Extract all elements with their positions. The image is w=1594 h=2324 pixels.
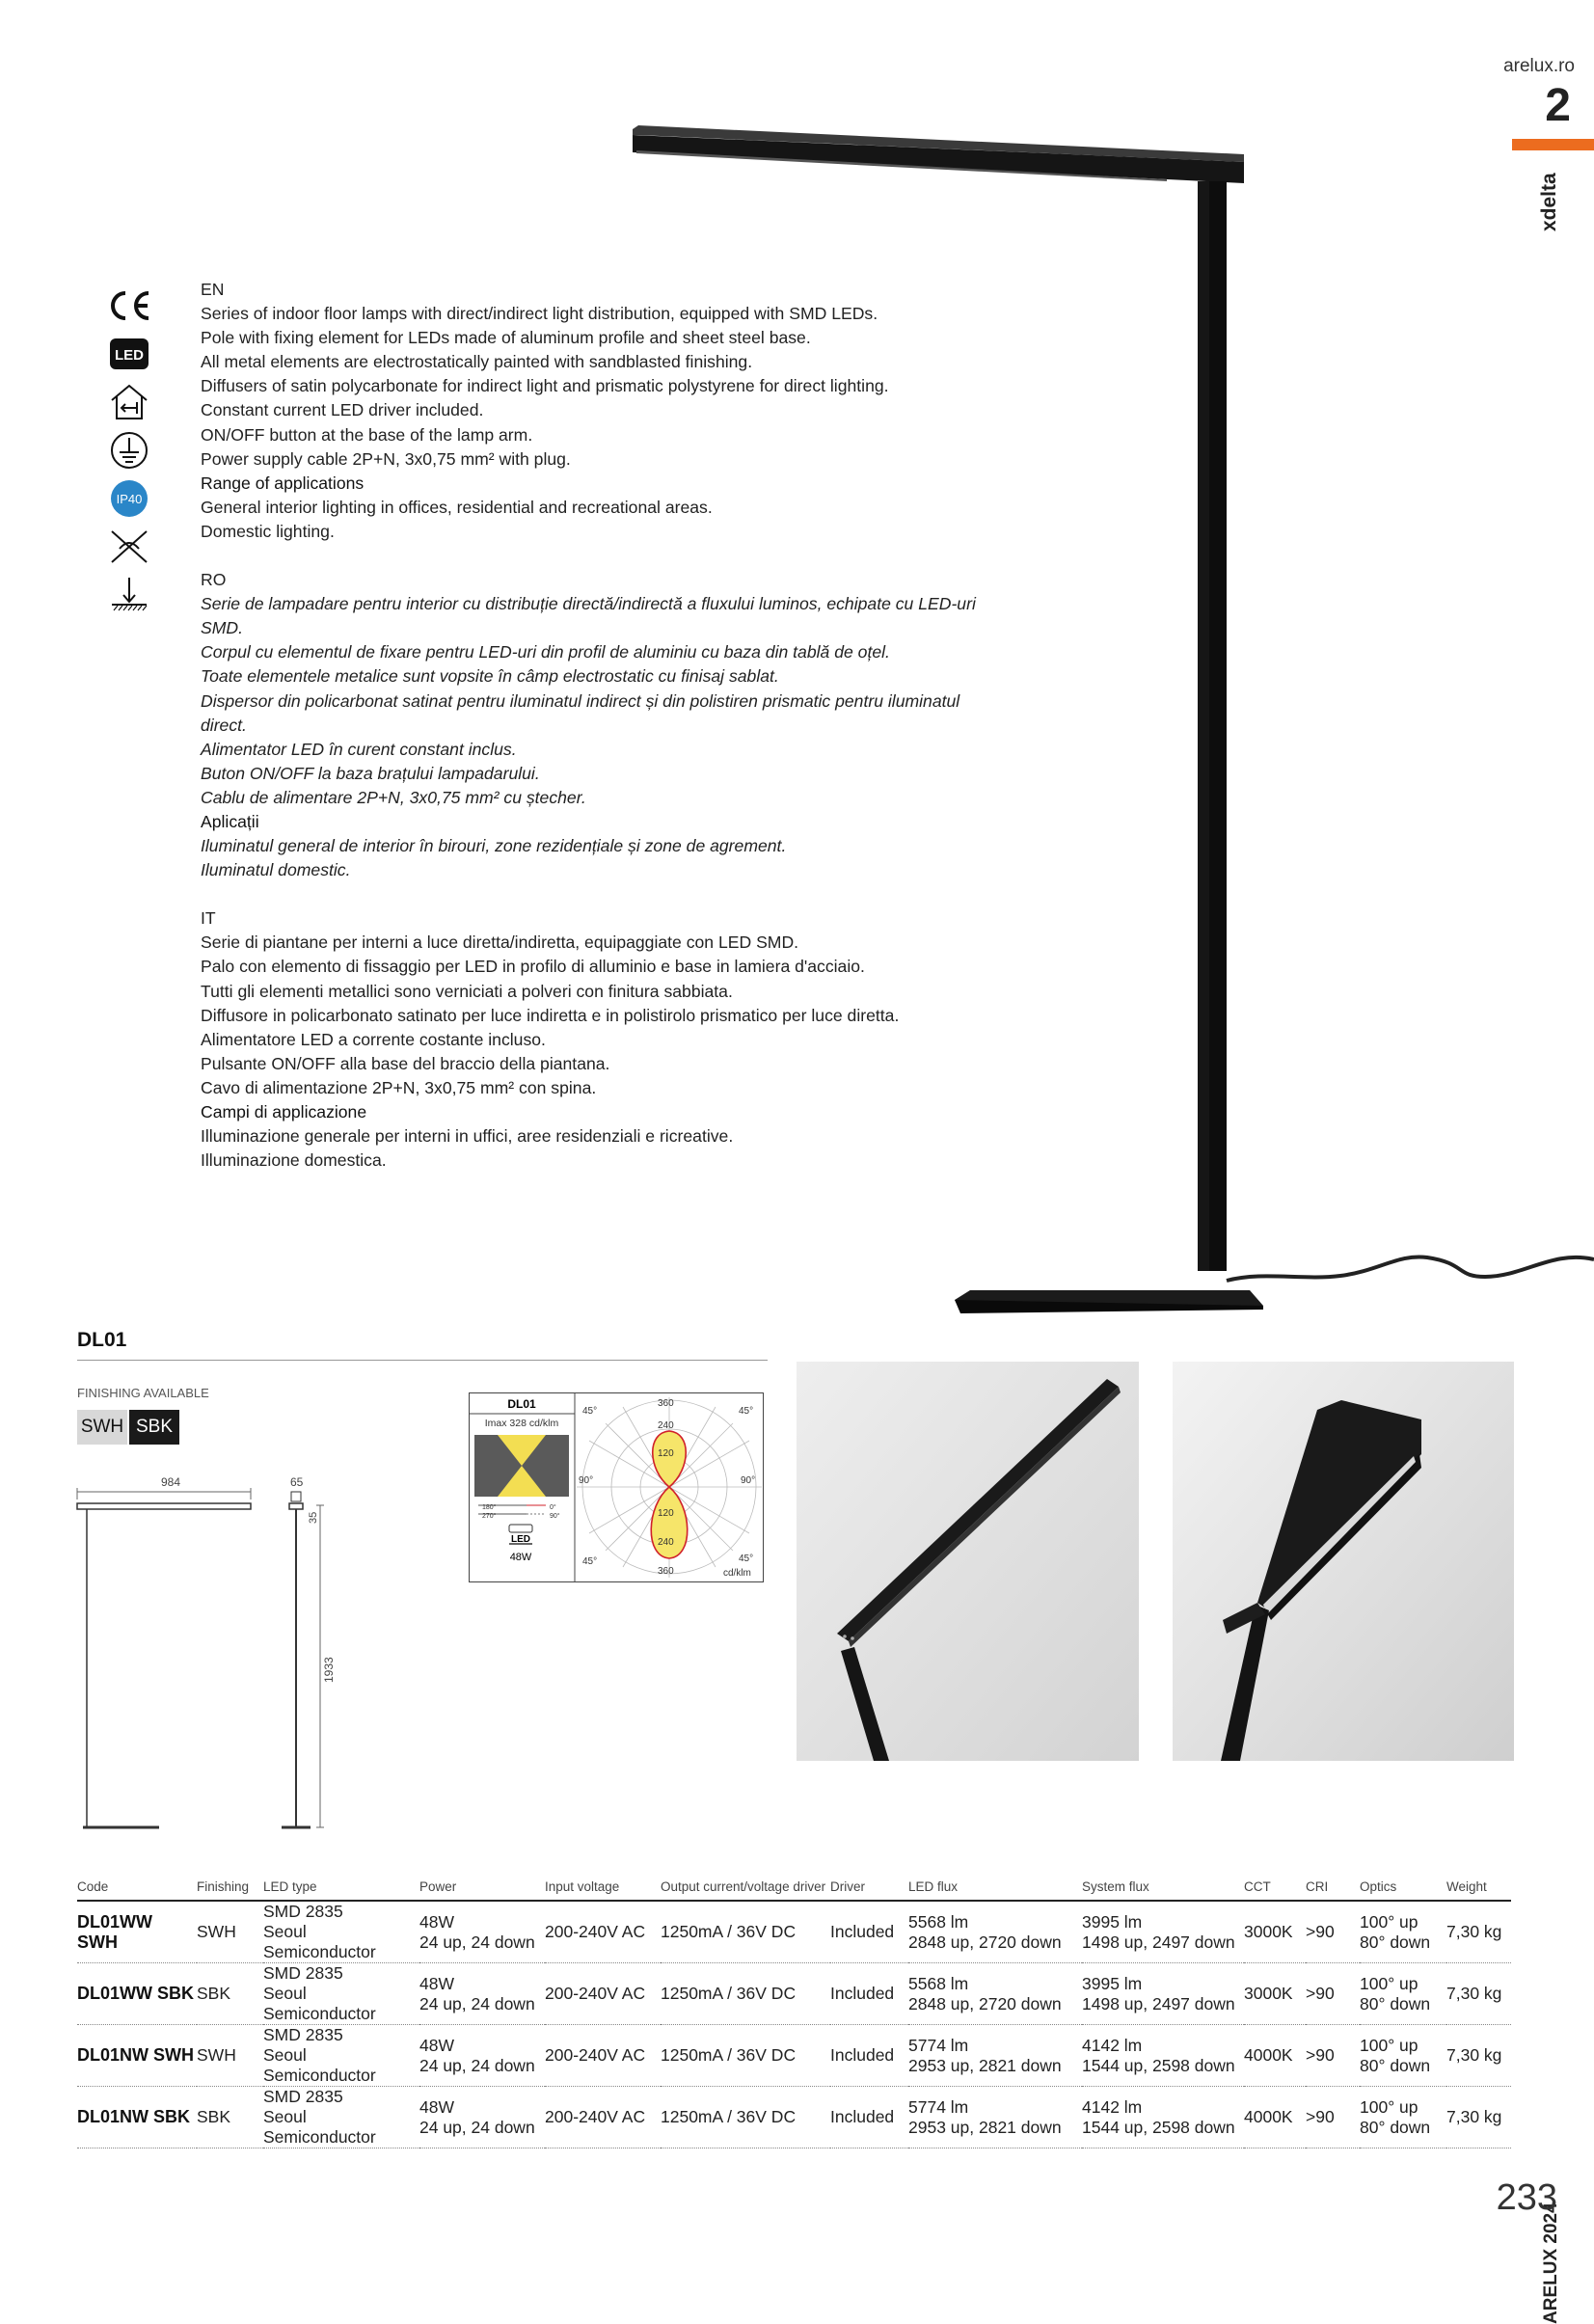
text-line: Serie di piantane per interni a luce diretta/indiretta, equipaggiate con LED SMD. bbox=[201, 932, 799, 953]
cell-system-flux: 4142 lm 1544 up, 2598 down bbox=[1082, 2096, 1235, 2137]
svg-text:120: 120 bbox=[658, 1508, 674, 1519]
cell-weight: 7,30 kg bbox=[1446, 1922, 1502, 1941]
text-line: Cavo di alimentazione 2P+N, 3x0,75 mm² con spina. bbox=[201, 1077, 597, 1097]
product-photo-arm bbox=[797, 1362, 1139, 1761]
cell-cri: >90 bbox=[1306, 2045, 1335, 2065]
col-header: Weight bbox=[1446, 1879, 1487, 1894]
earth-ground-icon bbox=[104, 432, 154, 469]
cell-finishing: SWH bbox=[197, 1922, 236, 1941]
cell-system-flux: 3995 lm 1498 up, 2497 down bbox=[1082, 1973, 1235, 2013]
cell-power: 48W 24 up, 24 down bbox=[419, 1973, 535, 2013]
page-number: 233 bbox=[1496, 2177, 1557, 2218]
text-line: Iluminatul general de interior în birouri, zone rezidențiale și zone de agrement. bbox=[201, 836, 787, 856]
svg-text:240: 240 bbox=[658, 1420, 674, 1431]
dim-height: 1933 bbox=[322, 1657, 336, 1683]
surface-mount-icon bbox=[104, 577, 154, 613]
cell-cri: >90 bbox=[1306, 1984, 1335, 2003]
svg-text:120: 120 bbox=[658, 1448, 674, 1459]
cell-finishing: SBK bbox=[197, 1984, 231, 2003]
photometric-name: DL01 bbox=[507, 1397, 536, 1411]
svg-text:LED: LED bbox=[115, 347, 144, 364]
indoor-use-icon bbox=[104, 384, 154, 420]
finish-swatch-swh: SWH bbox=[77, 1410, 127, 1445]
language-code: IT bbox=[201, 908, 216, 929]
site-url: arelux.ro bbox=[1503, 56, 1575, 76]
cell-finishing: SWH bbox=[197, 2045, 236, 2065]
text-line: Diffusers of satin polycarbonate for indirect light and prismatic polystyrene for direct lighting. bbox=[201, 376, 889, 396]
cell-driver: Included bbox=[830, 2045, 895, 2065]
svg-text:360: 360 bbox=[658, 1566, 674, 1577]
text-line: Power supply cable 2P+N, 3x0,75 mm² with plug. bbox=[201, 448, 571, 469]
cell-code: DL01NW SWH bbox=[77, 2045, 194, 2065]
cell-led-type: SMD 2835 Seoul Semiconductor bbox=[263, 2087, 376, 2147]
text-line: Toate elementele metalice sunt vopsite în câmp electrostatic cu finisaj sablat. bbox=[201, 666, 779, 687]
no-cover-icon bbox=[104, 528, 154, 565]
svg-text:IP40: IP40 bbox=[116, 492, 143, 506]
text-line: Serie de lampadare pentru interior cu distribuție directă/indirectă a fluxului luminos, echipate cu LED-uri SMD. bbox=[201, 594, 976, 638]
text-line: Alimentator LED în curent constant inclus. bbox=[201, 739, 517, 759]
cell-output: 1250mA / 36V DC bbox=[661, 1922, 797, 1941]
cell-output: 1250mA / 36V DC bbox=[661, 1984, 797, 2003]
cell-code: DL01WW SWH bbox=[77, 1911, 152, 1952]
col-header: Driver bbox=[830, 1879, 865, 1894]
text-line: All metal elements are electrostatically painted with sandblasted finishing. bbox=[201, 352, 753, 372]
svg-text:180°: 180° bbox=[482, 1504, 497, 1511]
text-line: Palo con elemento di fissaggio per LED in profilo di alluminio e base in lamiera d'acciaio. bbox=[201, 957, 865, 977]
text-line: General interior lighting in offices, residential and recreational areas. bbox=[201, 497, 713, 517]
led-icon bbox=[104, 336, 154, 372]
svg-text:90°: 90° bbox=[741, 1475, 756, 1486]
catalog-label-vertical bbox=[1541, 2131, 1570, 2324]
language-code: EN bbox=[201, 280, 225, 299]
brand-label: xdelta bbox=[1538, 173, 1560, 231]
cell-driver: Included bbox=[830, 1922, 895, 1941]
text-line: Alimentatore LED a corrente costante incluso. bbox=[201, 1029, 546, 1049]
table-row bbox=[77, 1901, 1511, 1963]
dimension-drawing bbox=[68, 1471, 357, 1837]
col-header: Code bbox=[77, 1879, 109, 1894]
svg-text:90°: 90° bbox=[579, 1475, 594, 1486]
text-line: Domestic lighting. bbox=[201, 521, 335, 541]
cell-input: 200-240V AC bbox=[545, 1984, 646, 2003]
cell-input: 200-240V AC bbox=[545, 2045, 646, 2065]
text-line: Illuminazione generale per interni in uffici, aree residenziali e ricreative. bbox=[201, 1126, 734, 1147]
cell-cri: >90 bbox=[1306, 1922, 1335, 1941]
cell-led-flux: 5568 lm 2848 up, 2720 down bbox=[908, 1911, 1062, 1952]
led-label: LED bbox=[511, 1534, 530, 1545]
text-line: Pulsante ON/OFF alla base del braccio della piantana. bbox=[201, 1053, 610, 1073]
ce-mark-icon bbox=[104, 287, 154, 324]
language-code: RO bbox=[201, 570, 227, 590]
svg-text:90°: 90° bbox=[550, 1513, 560, 1520]
col-header: CCT bbox=[1244, 1879, 1271, 1894]
cell-weight: 7,30 kg bbox=[1446, 1984, 1502, 2003]
cell-system-flux: 3995 lm 1498 up, 2497 down bbox=[1082, 1911, 1235, 1952]
spec-table bbox=[77, 1878, 1511, 2148]
cell-optics: 100° up 80° down bbox=[1360, 1911, 1431, 1952]
cell-led-flux: 5774 lm 2953 up, 2821 down bbox=[908, 2035, 1062, 2075]
svg-text:cd/klm: cd/klm bbox=[723, 1568, 751, 1579]
cell-power: 48W 24 up, 24 down bbox=[419, 2096, 535, 2137]
cell-cct: 3000K bbox=[1244, 1922, 1293, 1941]
cell-optics: 100° up 80° down bbox=[1360, 1973, 1431, 2013]
product-photo-head bbox=[1173, 1362, 1514, 1761]
col-header: Input voltage bbox=[545, 1879, 620, 1894]
cell-cct: 3000K bbox=[1244, 1984, 1293, 2003]
cell-output: 1250mA / 36V DC bbox=[661, 2107, 797, 2126]
text-line: Buton ON/OFF la baza brațului lampadarului. bbox=[201, 763, 540, 783]
cell-driver: Included bbox=[830, 2107, 895, 2126]
cell-optics: 100° up 80° down bbox=[1360, 2035, 1431, 2075]
cell-cct: 4000K bbox=[1244, 2045, 1293, 2065]
certification-icons bbox=[104, 287, 154, 625]
cell-code: DL01NW SBK bbox=[77, 2107, 191, 2126]
cell-led-flux: 5568 lm 2848 up, 2720 down bbox=[908, 1973, 1062, 2013]
text-line: Series of indoor floor lamps with direct/indirect light distribution, equipped with SMD LEDs. bbox=[201, 304, 878, 324]
cell-code: DL01WW SBK bbox=[77, 1984, 194, 2003]
text-line: Tutti gli elementi metallici sono verniciati a polveri con finitura sabbiata. bbox=[201, 981, 733, 1001]
table-row bbox=[77, 2025, 1511, 2087]
cell-finishing: SBK bbox=[197, 2107, 231, 2126]
svg-text:270°: 270° bbox=[482, 1513, 497, 1520]
applications-heading: Range of applications bbox=[201, 473, 365, 493]
photometric-imax: Imax 328 cd/klm bbox=[484, 1418, 559, 1429]
cell-led-type: SMD 2835 Seoul Semiconductor bbox=[263, 2025, 376, 2085]
text-line: Dispersor din policarbonat satinat pentru iluminatul indirect și din polistiren prismatic pentru iluminatul direct. bbox=[201, 690, 960, 735]
table-row bbox=[77, 2087, 1511, 2148]
dim-head: 35 bbox=[308, 1511, 319, 1524]
product-title: DL01 bbox=[77, 1329, 127, 1351]
svg-text:45°: 45° bbox=[739, 1554, 754, 1564]
svg-text:240: 240 bbox=[658, 1537, 674, 1548]
cell-driver: Included bbox=[830, 1984, 895, 2003]
floor-lamp-image bbox=[627, 123, 1594, 1319]
cell-cct: 4000K bbox=[1244, 2107, 1293, 2126]
text-line: Corpul cu elementul de fixare pentru LED-uri din profil de aluminiu cu baza din tablă de oțel. bbox=[201, 642, 890, 662]
finishing-label: FINISHING AVAILABLE bbox=[77, 1386, 209, 1400]
cell-led-type: SMD 2835 Seoul Semiconductor bbox=[263, 1902, 376, 1961]
applications-heading: Campi di applicazione bbox=[201, 1102, 367, 1121]
col-header: System flux bbox=[1082, 1879, 1149, 1894]
photometric-power: 48W bbox=[509, 1552, 532, 1563]
cell-cri: >90 bbox=[1306, 2107, 1335, 2126]
cell-optics: 100° up 80° down bbox=[1360, 2096, 1431, 2137]
table-row bbox=[77, 1963, 1511, 2025]
text-line: ON/OFF button at the base of the lamp arm. bbox=[201, 424, 533, 445]
title-divider bbox=[77, 1360, 768, 1361]
svg-text:360: 360 bbox=[658, 1398, 674, 1409]
section-number: 2 bbox=[1545, 80, 1571, 131]
cell-power: 48W 24 up, 24 down bbox=[419, 2035, 535, 2075]
text-line: Constant current LED driver included. bbox=[201, 400, 484, 420]
col-header: Power bbox=[419, 1879, 457, 1894]
dim-depth: 65 bbox=[290, 1475, 304, 1489]
photometric-diagram bbox=[469, 1392, 764, 1582]
col-header: CRI bbox=[1306, 1879, 1329, 1894]
col-header: Output current/voltage driver bbox=[661, 1879, 826, 1894]
text-line: Cablu de alimentare 2P+N, 3x0,75 mm² cu ștecher. bbox=[201, 787, 586, 807]
cell-power: 48W 24 up, 24 down bbox=[419, 1911, 535, 1952]
cell-output: 1250mA / 36V DC bbox=[661, 2045, 797, 2065]
text-line: Diffusore in policarbonato satinato per luce indiretta e in polistirolo prismatico per luce diretta. bbox=[201, 1005, 900, 1025]
svg-text:45°: 45° bbox=[739, 1406, 754, 1417]
text-line: Pole with fixing element for LEDs made of aluminum profile and sheet steel base. bbox=[201, 328, 811, 348]
col-header: LED type bbox=[263, 1879, 317, 1894]
col-header: Finishing bbox=[197, 1879, 250, 1894]
svg-text:0°: 0° bbox=[550, 1504, 556, 1511]
cell-input: 200-240V AC bbox=[545, 1922, 646, 1941]
text-line: Iluminatul domestic. bbox=[201, 860, 351, 880]
col-header: LED flux bbox=[908, 1879, 959, 1894]
cell-input: 200-240V AC bbox=[545, 2107, 646, 2126]
ip40-icon bbox=[104, 480, 154, 517]
applications-heading: Aplicații bbox=[201, 811, 259, 831]
col-header: Optics bbox=[1360, 1879, 1397, 1894]
svg-text:45°: 45° bbox=[582, 1406, 598, 1417]
svg-text:45°: 45° bbox=[582, 1556, 598, 1567]
cell-led-flux: 5774 lm 2953 up, 2821 down bbox=[908, 2096, 1062, 2137]
dim-width: 984 bbox=[161, 1475, 181, 1489]
cell-weight: 7,30 kg bbox=[1446, 2045, 1502, 2065]
cell-weight: 7,30 kg bbox=[1446, 2107, 1502, 2126]
cell-led-type: SMD 2835 Seoul Semiconductor bbox=[263, 1963, 376, 2023]
catalog-label: ARELUX 2024 bbox=[1541, 2202, 1561, 2324]
text-line: Illuminazione domestica. bbox=[201, 1150, 387, 1171]
finish-swatch-sbk: SBK bbox=[129, 1410, 179, 1445]
cell-system-flux: 4142 lm 1544 up, 2598 down bbox=[1082, 2035, 1235, 2075]
table-header-row bbox=[77, 1878, 1511, 1901]
